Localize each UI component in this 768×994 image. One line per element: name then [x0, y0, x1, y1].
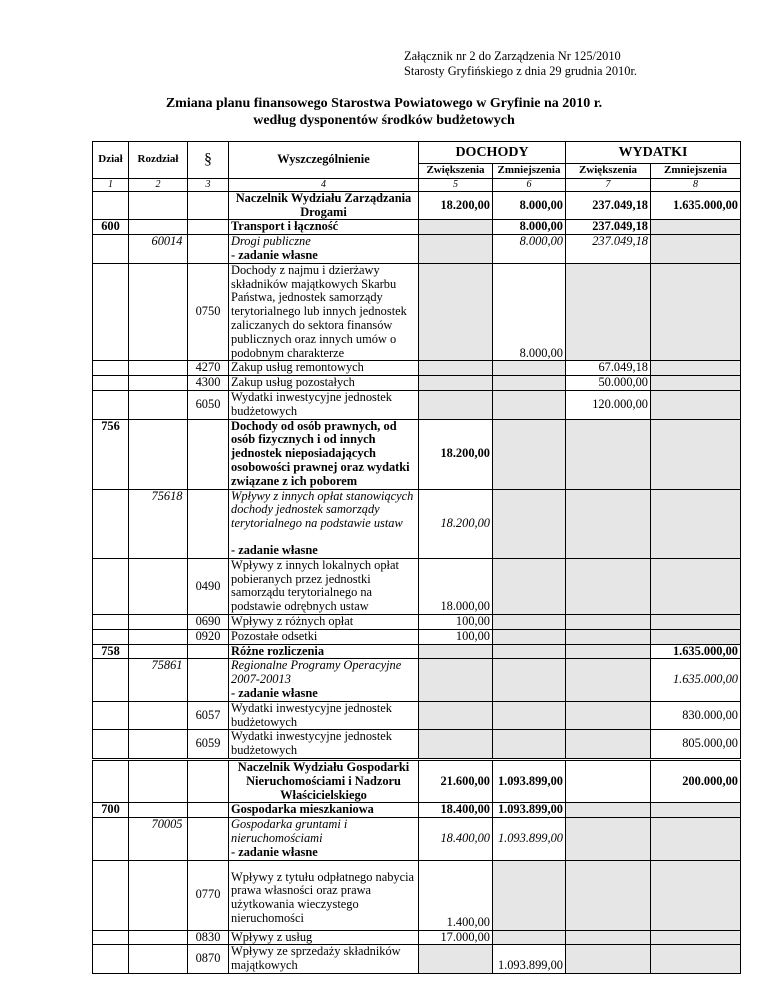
document-subtitle: według dysponentów środków budżetowych — [253, 113, 515, 128]
wyd-zw-cell: 50.000,00 — [566, 376, 651, 391]
dzial-cell: 756 — [93, 419, 129, 489]
section-row — [93, 191, 741, 220]
rozdzial-cell: 70005 — [129, 818, 188, 846]
table-row — [93, 945, 741, 974]
table-row — [93, 803, 741, 818]
paragraf-cell: 6057 — [188, 701, 229, 730]
dzial-cell: 700 — [93, 803, 129, 818]
table-row — [93, 361, 741, 376]
col-header-dzial: Dział — [93, 142, 129, 179]
paragraf-cell: 4300 — [188, 376, 229, 391]
col-header-dochody-zwiekszenia: Zwiększenia — [419, 164, 493, 179]
doch-zw-cell: 17.000,00 — [419, 930, 493, 945]
desc-cell: Dochody z najmu i dzierżawy składników majątkowych Skarbu Państwa, jednostek samorządy terytorialnego lub innych jednostek zaliczanych do sektora finansów publicznych oraz innych umów o podobnym charakterze — [229, 263, 419, 361]
paragraf-cell: 0490 — [188, 558, 229, 614]
dzial-cell: 758 — [93, 644, 129, 659]
table-row — [93, 629, 741, 644]
col-header-wydatki-zmniejszenia: Zmniejszenia — [651, 164, 741, 179]
section-title: Naczelnik Wydziału Gospodarki Nieruchomościami i Nadzoru Właścicielskiego — [229, 759, 419, 802]
desc-cell: Gospodarka mieszkaniowa — [229, 803, 419, 818]
col-number: 8 — [651, 178, 741, 191]
doch-zw-cell: 100,00 — [419, 629, 493, 644]
doch-zm-cell: 1.093.899,00 — [493, 818, 566, 860]
attachment-note-line2: Starosty Gryfińskiego z dnia 29 grudnia 2010r. — [404, 64, 637, 78]
rozdzial-cell: 60014 — [129, 235, 188, 249]
col-header-wyszczegolnienie: Wyszczególnienie — [229, 142, 419, 179]
wyd-zm-cell: 1.635.000,00 — [651, 191, 741, 220]
desc-cell: - zadanie własne — [229, 249, 419, 263]
paragraf-cell: 0750 — [188, 263, 229, 361]
col-header-paragraf: § — [188, 142, 229, 179]
desc-cell: Gospodarka gruntami i nieruchomościami — [229, 818, 419, 846]
doch-zm-cell: 8.000,00 — [493, 191, 566, 220]
section-row — [93, 759, 741, 802]
table-row — [93, 730, 741, 760]
table-row — [93, 701, 741, 730]
paragraf-cell: 6050 — [188, 390, 229, 419]
rozdzial-cell: 75861 — [129, 659, 188, 687]
col-header-rozdzial: Rozdział — [129, 142, 188, 179]
col-number: 6 — [493, 178, 566, 191]
doch-zw-cell: 18.200,00 — [419, 191, 493, 220]
doch-zw-cell: 18.400,00 — [419, 818, 493, 860]
table-row — [93, 220, 741, 235]
doch-zm-cell: 1.093.899,00 — [493, 759, 566, 802]
wyd-zw-cell: 237.049,18 — [566, 220, 651, 235]
desc-cell: Zakup usług remontowych — [229, 361, 419, 376]
desc-cell: Transport i łączność — [229, 220, 419, 235]
doch-zw-cell: 100,00 — [419, 615, 493, 630]
desc-cell: Zakup usług pozostałych — [229, 376, 419, 391]
table-row — [93, 659, 741, 687]
rozdzial-cell: 75618 — [129, 489, 188, 544]
attachment-note — [404, 49, 637, 79]
col-header-dochody: DOCHODY — [419, 142, 566, 164]
col-number: 3 — [188, 178, 229, 191]
wyd-zm-cell: 1.635.000,00 — [651, 659, 741, 701]
desc-cell: - zadanie własne — [229, 846, 419, 860]
wyd-zw-cell: 120.000,00 — [566, 390, 651, 419]
table-row — [93, 235, 741, 249]
wyd-zw-cell: 237.049,18 — [566, 235, 651, 264]
col-header-wydatki-zwiekszenia: Zwiększenia — [566, 164, 651, 179]
table-row — [93, 263, 741, 361]
attachment-note-line1: Załącznik nr 2 do Zarządzenia Nr 125/2010 — [404, 49, 621, 63]
desc-cell: Wydatki inwestycyjne jednostek budżetowych — [229, 390, 419, 419]
dzial-cell: 600 — [93, 220, 129, 235]
desc-cell: - zadanie własne — [229, 687, 419, 701]
desc-cell: - zadanie własne — [229, 544, 419, 558]
desc-cell: Dochody od osób prawnych, od osób fizycznych i od innych jednostek nieposiadających osobowości prawnej oraz wydatki związane z ich poborem — [229, 419, 419, 489]
wyd-zw-cell: 237.049,18 — [566, 191, 651, 220]
doch-zw-cell: 18.000,00 — [419, 558, 493, 614]
table-row — [93, 558, 741, 614]
wyd-zw-cell: 67.049,18 — [566, 361, 651, 376]
desc-cell: Regionalne Programy Operacyjne 2007-20013 — [229, 659, 419, 687]
doch-zm-cell: 1.093.899,00 — [493, 945, 566, 974]
desc-cell: Wydatki inwestycyjne jednostek budżetowych — [229, 730, 419, 760]
paragraf-cell: 0690 — [188, 615, 229, 630]
wyd-zm-cell: 1.635.000,00 — [651, 644, 741, 659]
table-row — [93, 419, 741, 489]
desc-cell: Wpływy z innych opłat stanowiących dochody jednostek samorządy terytorialnego na podstawie ustaw — [229, 489, 419, 544]
desc-cell: Wydatki inwestycyjne jednostek budżetowych — [229, 701, 419, 730]
budget-table — [92, 141, 741, 974]
table-row — [93, 390, 741, 419]
table-row — [93, 818, 741, 846]
paragraf-cell: 0870 — [188, 945, 229, 974]
desc-cell: Wpływy z różnych opłat — [229, 615, 419, 630]
paragraf-cell: 0830 — [188, 930, 229, 945]
col-number: 2 — [129, 178, 188, 191]
col-number: 7 — [566, 178, 651, 191]
wyd-zm-cell: 830.000,00 — [651, 701, 741, 730]
table-row — [93, 644, 741, 659]
doch-zw-cell: 18.200,00 — [419, 419, 493, 489]
table-row — [93, 615, 741, 630]
col-number: 4 — [229, 178, 419, 191]
table-row — [93, 930, 741, 945]
paragraf-cell: 6059 — [188, 730, 229, 760]
desc-cell: Wpływy z usług — [229, 930, 419, 945]
paragraf-cell: 4270 — [188, 361, 229, 376]
table-row — [93, 860, 741, 930]
paragraf-cell: 0770 — [188, 860, 229, 930]
doch-zm-cell: 8.000,00 — [493, 220, 566, 235]
wyd-zm-cell: 200.000,00 — [651, 759, 741, 802]
col-header-dochody-zmniejszenia: Zmniejszenia — [493, 164, 566, 179]
paragraf-cell: 0920 — [188, 629, 229, 644]
table-row — [93, 376, 741, 391]
document-title: Zmiana planu finansowego Starostwa Powiatowego w Gryfinie na 2010 r. — [165, 96, 603, 111]
col-number: 1 — [93, 178, 129, 191]
desc-cell: Drogi publiczne — [229, 235, 419, 249]
col-header-wydatki: WYDATKI — [566, 142, 741, 164]
desc-cell: Wpływy z tytułu odpłatnego nabycia prawa własności oraz prawa użytkowania wieczystego nieruchomości — [229, 860, 419, 930]
col-number: 5 — [419, 178, 493, 191]
doch-zm-cell: 1.093.899,00 — [493, 803, 566, 818]
desc-cell: Wpływy z innych lokalnych opłat pobieranych przez jednostki samorządu terytorialnego na podstawie odrębnych ustaw — [229, 558, 419, 614]
doch-zw-cell: 18.200,00 — [419, 489, 493, 558]
section-title: Naczelnik Wydziału Zarządzania Drogami — [229, 191, 419, 220]
desc-cell: Wpływy ze sprzedaży składników majątkowych — [229, 945, 419, 974]
doch-zw-cell: 1.400,00 — [419, 860, 493, 930]
wyd-zm-cell: 805.000,00 — [651, 730, 741, 760]
desc-cell: Różne rozliczenia — [229, 644, 419, 659]
doch-zm-cell: 8.000,00 — [493, 263, 566, 361]
doch-zw-cell: 21.600,00 — [419, 759, 493, 802]
doch-zw-cell: 18.400,00 — [419, 803, 493, 818]
table-row — [93, 489, 741, 544]
desc-cell: Pozostałe odsetki — [229, 629, 419, 644]
doch-zm-cell: 8.000,00 — [493, 235, 566, 264]
